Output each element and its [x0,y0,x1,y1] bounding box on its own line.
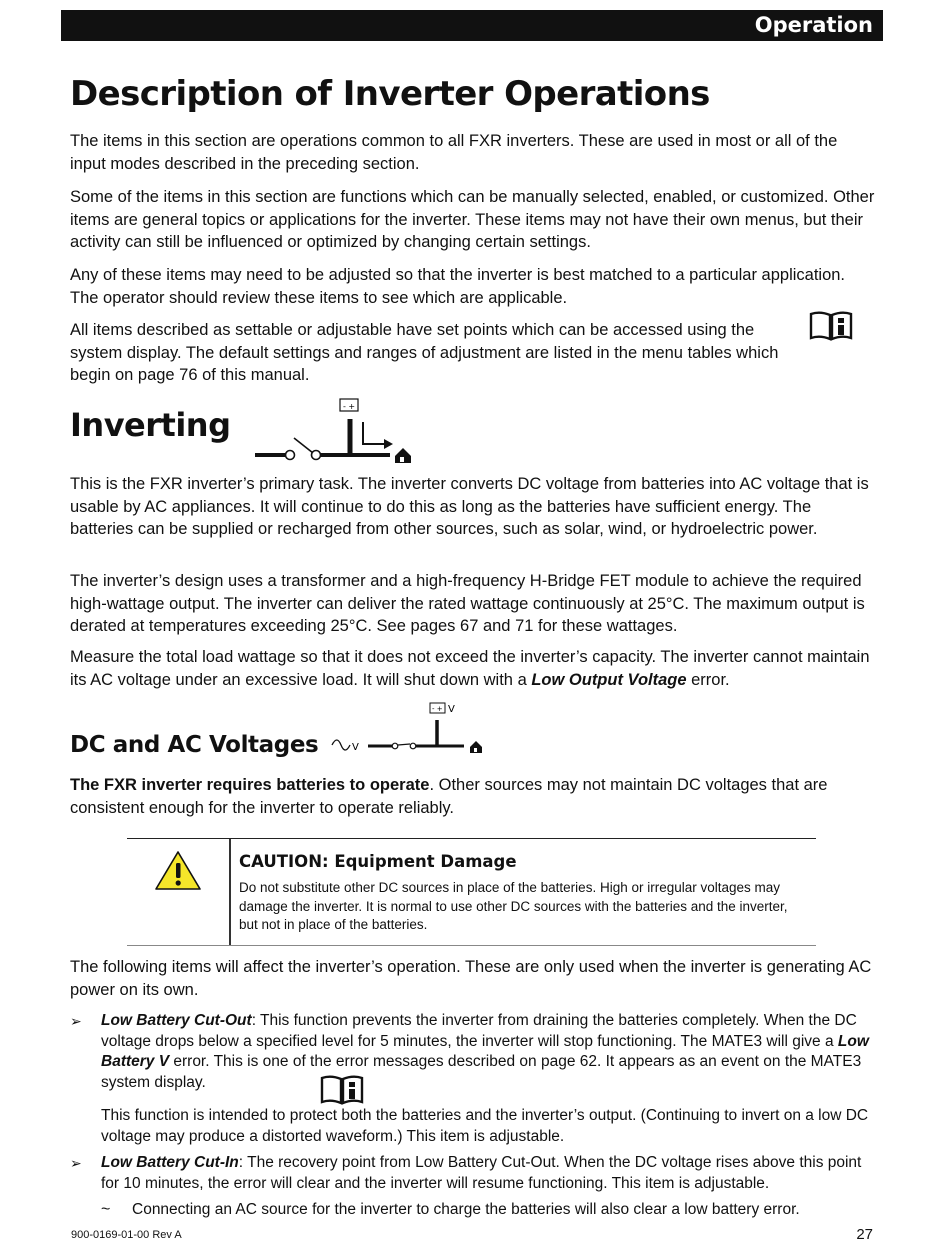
items-intro-paragraph: The following items will affect the inverter’s operation. These are only used when the inverter is generating AC power on its own. [70,958,872,999]
inverting-mode-diagram [250,396,420,466]
inverting-paragraph-2: The inverter’s design uses a transformer and a high-frequency H-Bridge FET module to achieve the required high-wattage output. The inverter can deliver the rated wattage continuously at 25°C. The maximum output is derated at temperatures exceeding 25°C. See pages 67 and 71 for these wattages. [70,572,865,636]
inverting-heading: Inverting [70,406,231,444]
dc-ac-paragraph-text: . Other sources may not maintain DC voltages that are consistent enough for the inverter to operate reliably. [70,776,828,817]
low-battery-cut-out-term: Low Battery Cut-Out [101,1012,252,1029]
inverting-paragraph-3 [70,646,875,691]
dc-ac-paragraph [70,774,875,819]
intro-paragraph-4: All items described as settable or adjustable have set points which can be accessed using the system display. The default settings and ranges of adjustment are listed in the menu tables which begin on page 76 of this manual. [70,321,779,385]
inverting-p3-text-b: error. [686,670,730,689]
low-battery-cut-in-text [101,1153,871,1194]
bullet-arrow-icon: ➢ [70,1155,82,1171]
low-output-voltage-term: Low Output Voltage [531,670,687,689]
low-battery-cut-out-note: This function is intended to protect both the batteries and the inverter’s output. (Continuing to invert on a low DC voltage may produce a distorted waveform.) This item is adjustable. [101,1107,869,1145]
caution-text: Do not substitute other DC sources in place of the batteries. High or irregular voltages may damage the inverter. It is normal to use other DC sources with the batteries and the inverter, but not in place of the batteries. [239,880,788,932]
dc-volt-label: V [448,704,455,715]
page-title: Description of Inverter Operations [70,74,710,114]
section-title: Operation [754,13,873,37]
ac-volt-label: V [352,742,359,753]
sub-item-text: Connecting an AC source for the inverter to charge the batteries will also clear a low battery error. [132,1201,800,1218]
inverting-p3-text-a: Measure the total load wattage so that it does not exceed the inverter’s capacity. The inverter cannot maintain its AC voltage under an excessive load. It will shut down with a [70,648,870,689]
svg-text:- +: - + [432,705,443,713]
low-battery-cut-out-desc-b: error. This is one of the error messages described on page 62. It appears as an event on the MATE3 system display. [101,1053,862,1091]
low-battery-cut-out-text [101,1011,871,1093]
svg-text:- +: - + [343,402,356,411]
batteries-required-statement: The FXR inverter requires batteries to operate [70,776,430,794]
intro-paragraph-2: Some of the items in this section are functions which can be manually selected, enabled, or customized. Other items are general topics or applications for the inverter. These items may not have their own menus, but their activity can still be influenced or optimized by changing certain settings. [70,188,875,252]
intro-paragraph-3: Any of these items may need to be adjusted so that the inverter is best matched to a particular application. The operator should review these items to see which are applicable. [70,266,846,307]
intro-paragraph-1: The items in this section are operations common to all FXR inverters. These are used in most or all of the input modes described in the preceding section. [70,132,838,173]
low-battery-v-term: Low Battery V [101,1032,869,1070]
tilde-bullet-icon: ~ [101,1201,111,1218]
section-header-bar [61,10,883,41]
manual-book-icon-2 [320,1075,364,1105]
low-battery-cut-in-desc: : The recovery point from Low Battery Cut-Out. When the DC voltage rises above this point for 10 minutes, the error will clear and the inverter will resume functioning. This item is adjustable. [101,1154,862,1192]
low-battery-cut-out-desc-a: : This function prevents the inverter from draining the batteries completely. When the DC voltage drops below a specified level for 5 minutes, the inverter will stop functioning. The MATE3 will give a [101,1012,857,1050]
warning-triangle-icon [153,849,203,893]
caution-title: CAUTION: Equipment Damage [239,852,517,871]
dc-ac-voltages-diagram [330,700,490,758]
page-number: 27 [856,1226,873,1243]
caution-divider [229,839,231,945]
dc-ac-voltages-heading: DC and AC Voltages [70,732,319,758]
inverting-paragraph-1: This is the FXR inverter’s primary task. The inverter converts DC voltage from batteries into AC voltage that is usable by AC appliances. It will continue to do this as long as the batteries have sufficient energy. The batteries can be supplied or recharged from other sources, such as solar, wind, or hydroelectric power. [70,475,869,539]
low-battery-cut-in-term: Low Battery Cut-In [101,1154,239,1171]
manual-book-icon [809,311,853,341]
caution-box [127,838,816,946]
document-number: 900-0169-01-00 Rev A [71,1229,182,1241]
bullet-arrow-icon: ➢ [70,1013,82,1029]
